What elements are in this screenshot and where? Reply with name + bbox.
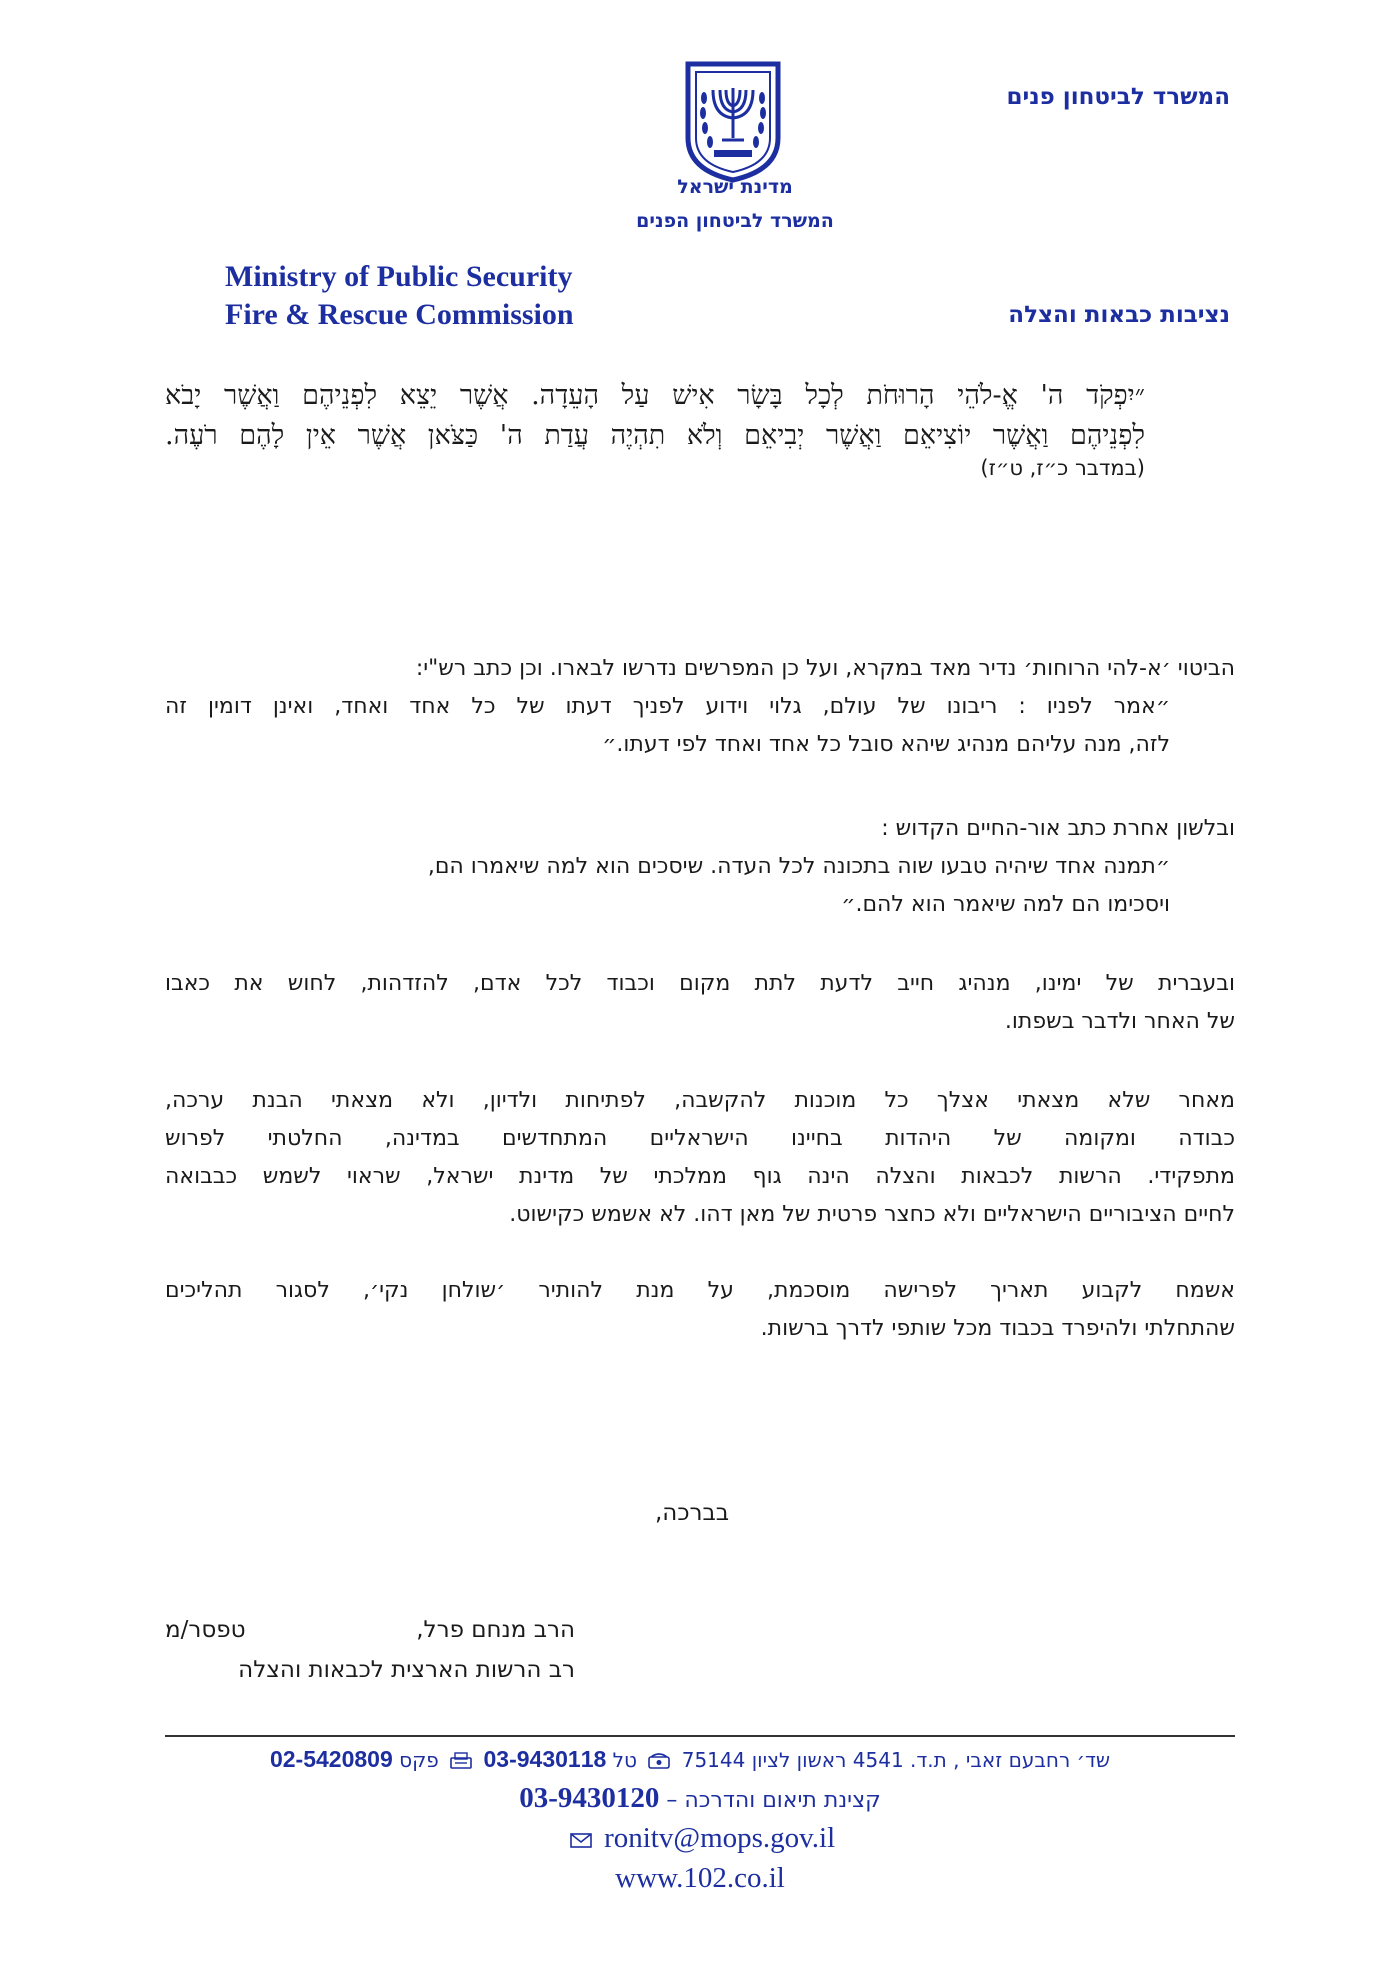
footer-tel-label: טל (612, 1748, 638, 1772)
phone-icon (647, 1750, 671, 1768)
footer-fax-label: פקס (399, 1748, 439, 1772)
signatory-title: רב הרשות הארצית לכבאות והצלה (238, 1657, 575, 1683)
english-letterhead (225, 258, 574, 334)
paragraph-or-hachaim-intro (165, 810, 1235, 848)
footer-address: שד׳ רחבעם זאבי , ת.ד. 4541 ראשון לציון 75144 (681, 1748, 1111, 1772)
footer-unit-phone: 03-9430120 (519, 1782, 660, 1814)
footer-tel-number: 03-9430118 (483, 1746, 607, 1772)
text-line: כבודה ומקומה של היהדות בחיינו הישראליים המתחדשים במדינה, החלטתי לפרוש (165, 1126, 1235, 1151)
text-line: ״אמר לפניו : ריבונו של עולם, גלוי וידוע לפניך דעתו של כל אחד ואחד, ואינן דומין זה (165, 694, 1170, 719)
footer-divider (165, 1735, 1235, 1737)
signatory-name: הרב מנחם פרל, (416, 1617, 575, 1643)
verse-line: לִפְנֵיהֶם וַאֲשֶׁר יוֹצִיאֵם וַאֲשֶׁר יְבִיאֵם וְלֹא תִהְיֶה עֲדַת ה' כַּצֹּאן אֲשֶׁר אֵין לָהֶם רֹעֶה. (165, 420, 1145, 451)
paragraph-retirement-date (165, 1272, 1235, 1348)
verse-line: ״יִפְקֹד ה' אֱ-לֹהֵי הָרוּחֹת לְכָל בָּשָׂר אִישׁ עַל הָעֵדָה. אֲשֶׁר יֵצֵא לִפְנֵיהֶם וַאֲשֶׁר יָבֹא (165, 380, 1145, 411)
text-line: ״תמנה אחד שיהיה טבעו שוה בתכונה לכל העדה. שיסכים הוא למה שיאמרו הם, (427, 854, 1170, 879)
footer-email[interactable]: ronitv@mops.gov.il (604, 1822, 836, 1854)
paragraph-leadership (165, 965, 1235, 1041)
paragraph-rashi-intro (165, 650, 1235, 688)
text-line: ויסכימו הם למה שיאמר הוא להם.״ (841, 892, 1170, 917)
fax-icon (449, 1750, 473, 1768)
footer-website[interactable]: www.102.co.il (615, 1862, 785, 1894)
footer-email-line (165, 1822, 1235, 1855)
text-line: לחיים הציבוריים הישראליים ולא כחצר פרטית של מאן דהו. לא אשמש כקישוט. (509, 1202, 1235, 1227)
footer-unit-line (165, 1782, 1235, 1815)
footer-fax-number: 02-5420809 (269, 1746, 393, 1772)
text-line: אשמח לקבוע תאריך לפרישה מוסכמת, על מנת להותיר ׳שולחן נקי׳, לסגור תהליכים (165, 1278, 1235, 1303)
text-line: הביטוי ׳א-להי הרוחות׳ נדיר מאד במקרא, ועל כן המפרשים נדרשו לבארו. וכן כתב רש"י: (415, 656, 1235, 681)
commission-name-hebrew: נציבות כבאות והצלה (1008, 302, 1230, 328)
english-ministry-name: Ministry of Public Security (225, 260, 573, 293)
paragraph-resignation (165, 1082, 1235, 1234)
state-name: מדינת ישראל (677, 176, 793, 198)
text-line: של האחר ולדבר בשפתו. (1004, 1009, 1235, 1034)
text-line: מאחר שלא מצאתי אצלך כל מוכנות להקשבה, לפתיחות ולדיון, ולא מצאתי הבנת ערכה, (165, 1088, 1235, 1113)
english-commission-name: Fire & Rescue Commission (225, 298, 574, 331)
text-line: ובעברית של ימינו, מנהיג חייב לדעת לתת מקום וכבוד לכל אדם, להזדהות, לחוש את כאבו (165, 971, 1235, 996)
verse-source: (במדבר כ״ז, ט״ז) (980, 456, 1145, 480)
footer-contact-line (165, 1746, 1215, 1773)
quote-or-hachaim (165, 848, 1235, 924)
signature-block (165, 1610, 575, 1690)
footer-unit-name: קצינת תיאום והדרכה – (666, 1788, 881, 1813)
text-line: מתפקידי. הרשות לכבאות והצלה הינה גוף ממלכתי של מדינת ישראל, שראוי לשמש כבבואה (165, 1164, 1235, 1189)
quote-rashi (165, 688, 1235, 764)
opening-verse (165, 376, 1145, 456)
closing-greeting: בברכה, (655, 1500, 730, 1526)
text-line: לזה, מנה עליהם מנהיג שיהא סובל כל אחד ואחד לפי דעתו.״ (602, 732, 1170, 757)
text-line: ובלשון אחרת כתב אור-החיים הקדוש : (881, 816, 1235, 841)
ministry-name-hebrew: המשרד לביטחון פנים (1006, 84, 1230, 110)
envelope-icon (569, 1824, 593, 1842)
text-line: שהתחלתי ולהיפרד בכבוד מכל שותפי לדרך ברשות. (760, 1316, 1235, 1341)
ministry-name-under-emblem: המשרד לביטחון הפנים (636, 210, 834, 232)
state-emblem-icon (678, 58, 788, 184)
reference-code: טפסר/מ (165, 1617, 246, 1643)
